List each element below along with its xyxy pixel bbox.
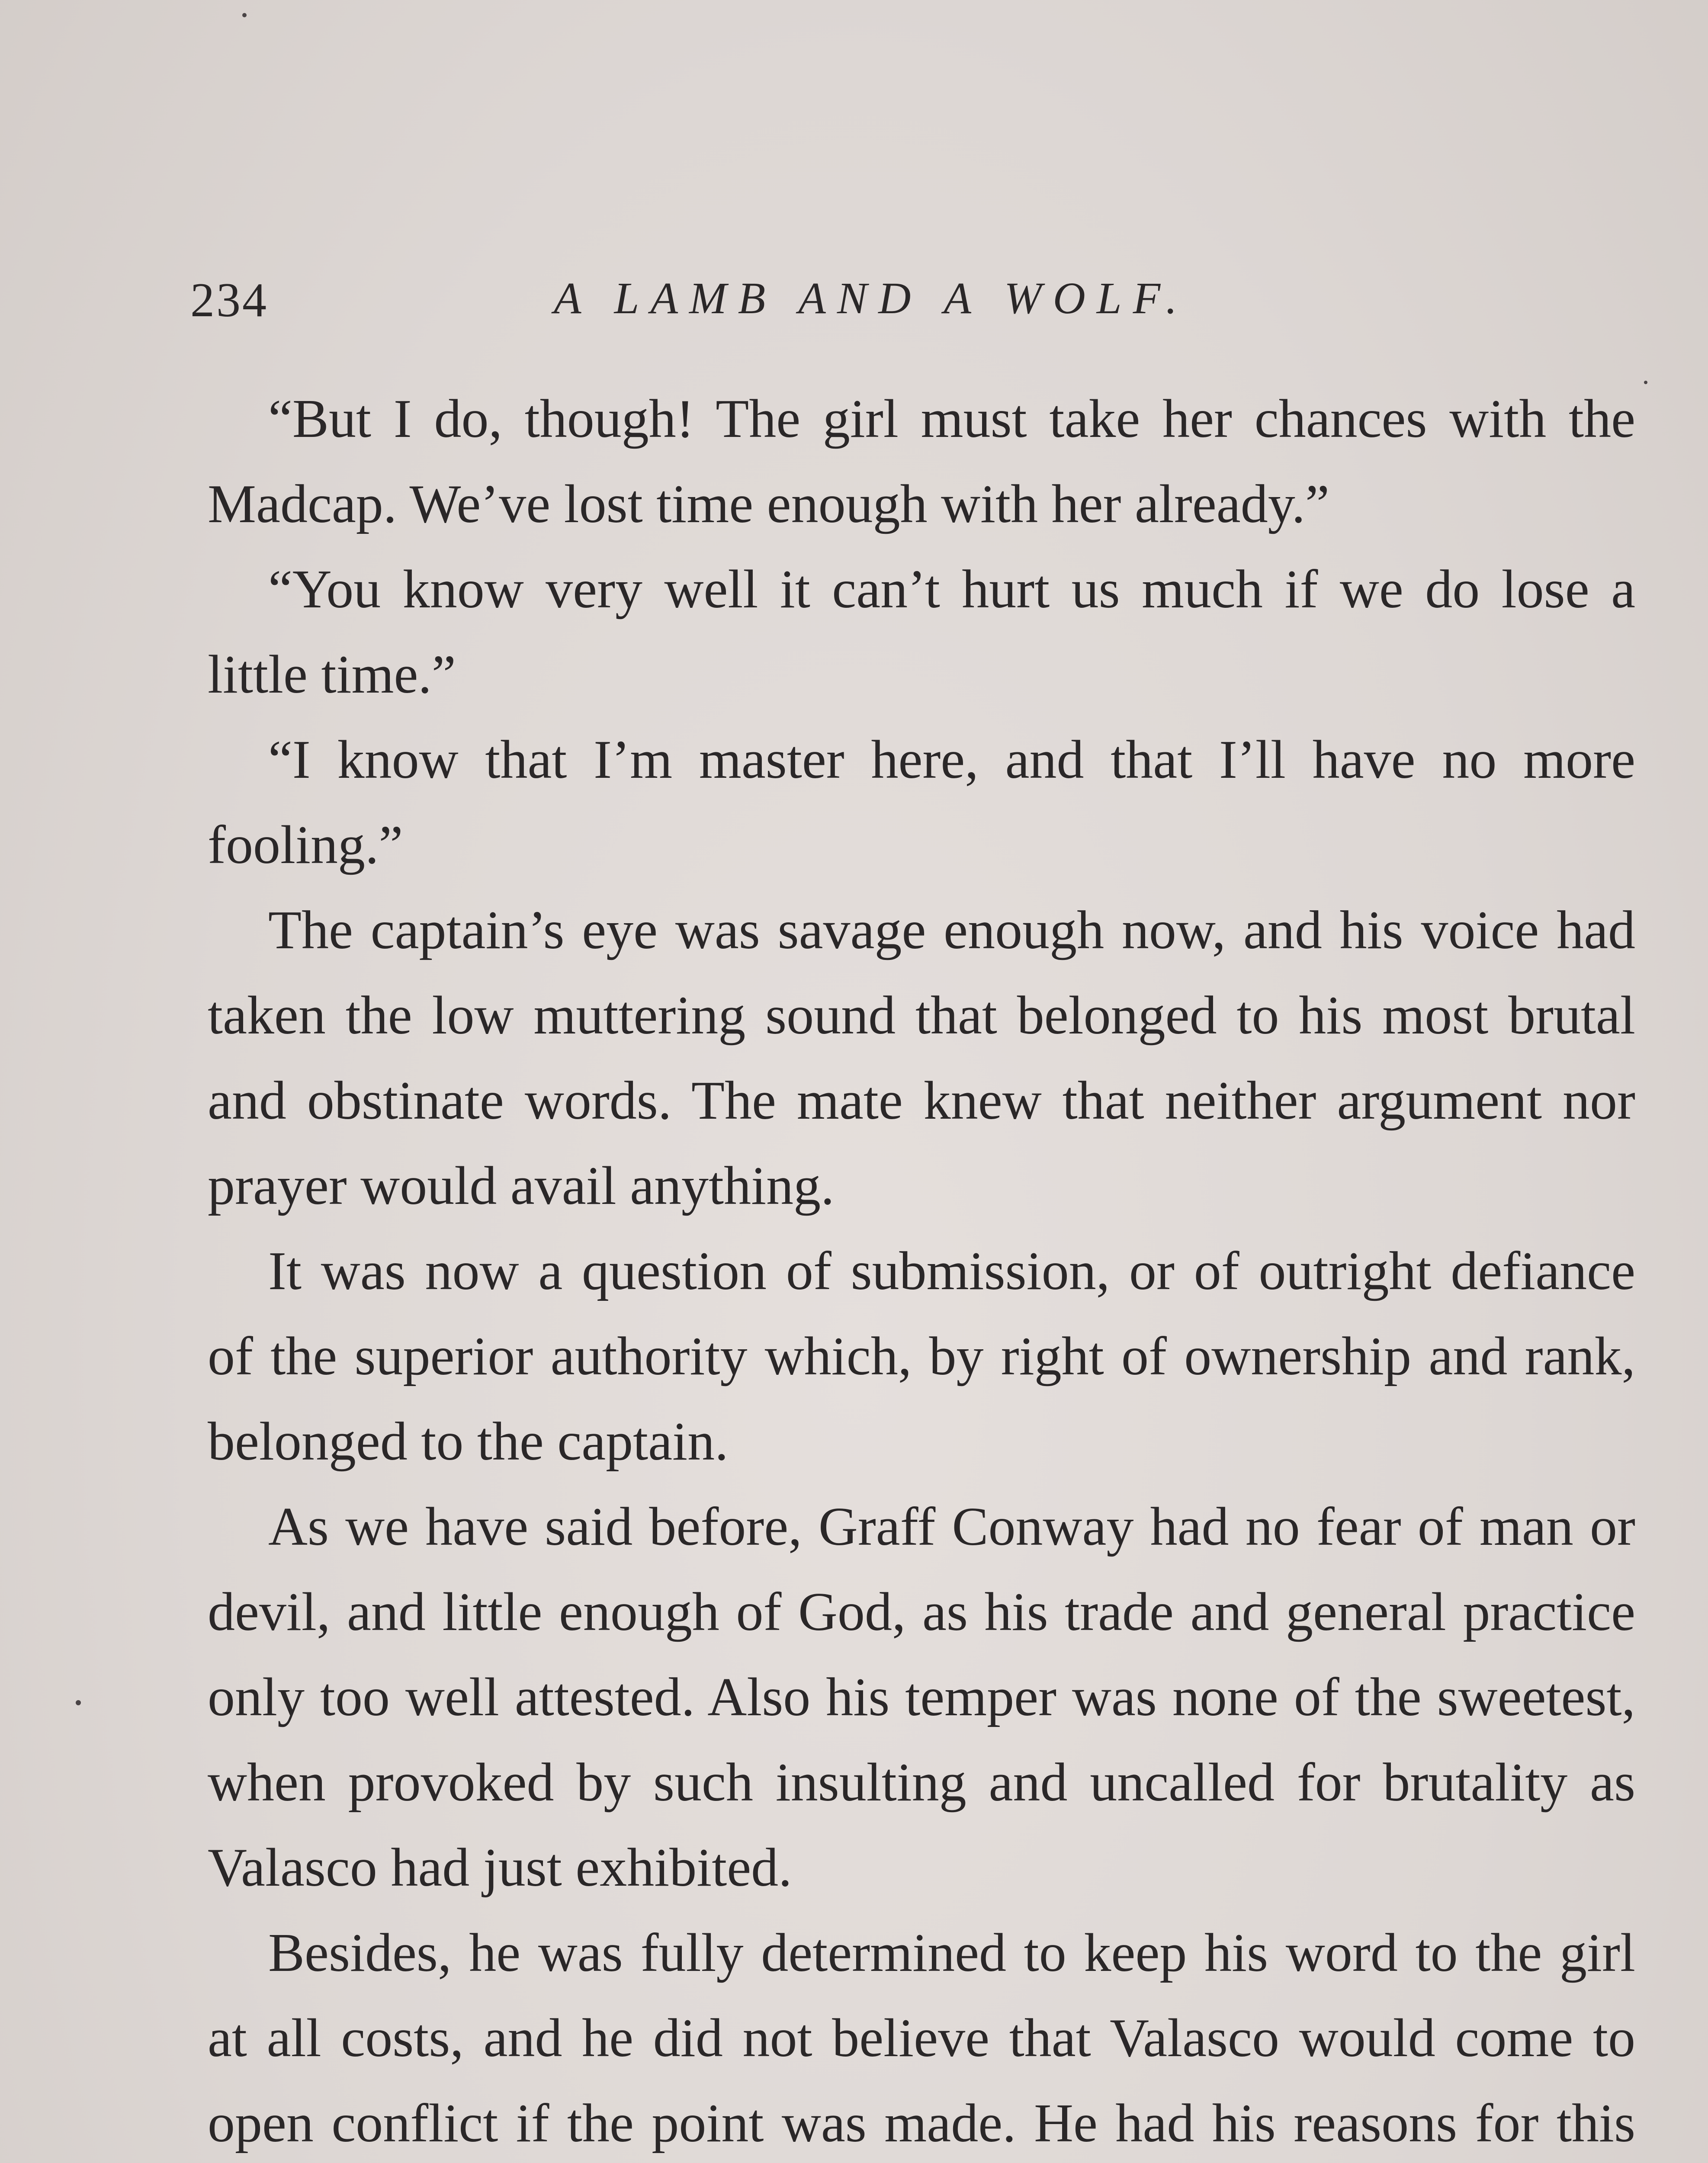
page-header xyxy=(190,247,1635,333)
paper-speck xyxy=(1644,381,1647,384)
page-number: 234 xyxy=(190,273,268,327)
paragraph: “You know very well it can’t hurt us much if we do lose a little time.” xyxy=(208,559,1635,705)
paragraph: Besides, he was fully determined to keep his word to the girl at all costs, and he did not believe that Valasco would come to open conflict if the point was made. He had his reasons for this xyxy=(208,1923,1635,2153)
running-head: A LAMB AND A WOLF. xyxy=(554,273,1188,323)
body-text xyxy=(208,376,1635,2163)
paragraph: “But I do, though! The girl must take her chances with the Madcap. We’ve lost time enough with her already.” xyxy=(208,389,1635,534)
paragraph: “I know that I’m master here, and that I’ll have no more fooling.” xyxy=(208,730,1635,875)
paragraph: As we have said before, Graff Conway had no fear of man or devil, and little enough of God, as his trade and general practice only too well attested. Also his temper was none of the sweetest, when provoked by such insulting and uncalled for brutality as Valasco had just exhibited. xyxy=(208,1497,1635,1898)
paper-speck xyxy=(242,13,247,17)
paragraph: The captain’s eye was savage enough now, and his voice had taken the low muttering sound that belonged to his most brutal and obstinate words. The mate knew that neither argument nor prayer would avail anything. xyxy=(208,900,1635,1216)
paper-speck xyxy=(76,1700,81,1705)
paragraph: It was now a question of submission, or of outright defiance of the superior authority which, by right of ownership and rank, belonged to the captain. xyxy=(208,1241,1635,1472)
